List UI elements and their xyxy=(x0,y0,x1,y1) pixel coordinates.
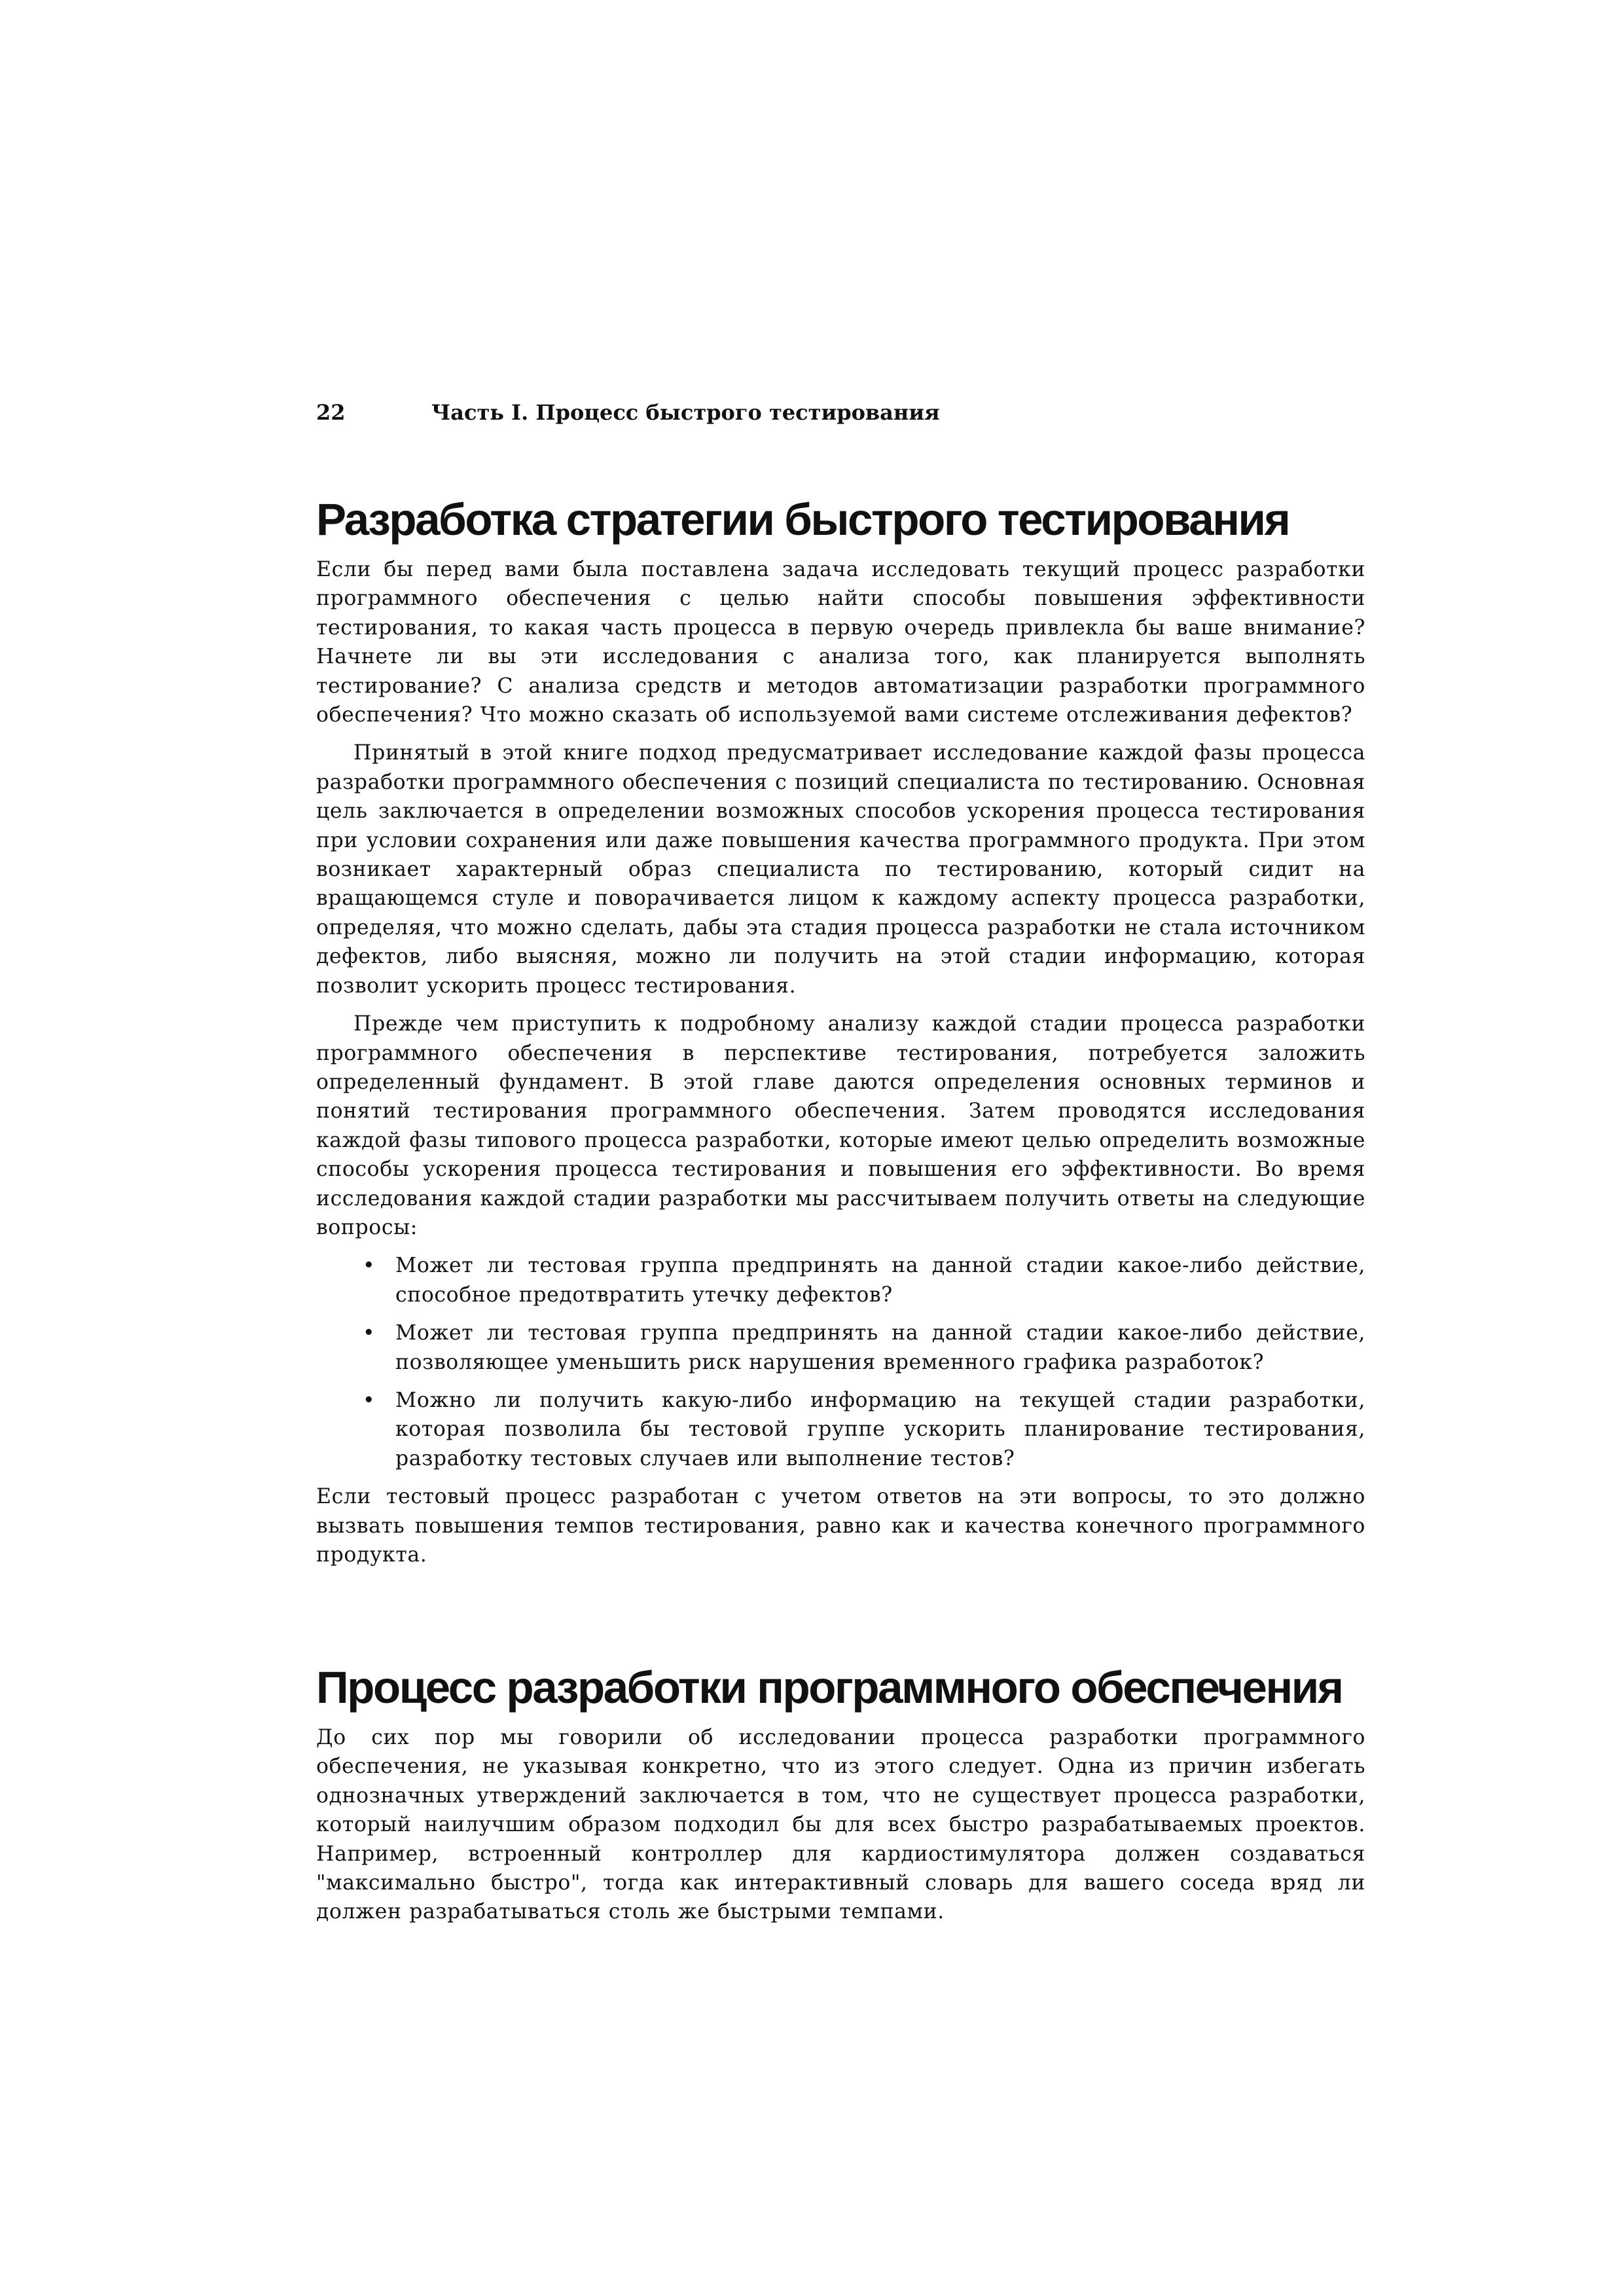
list-item xyxy=(316,1251,1365,1309)
section-1-paragraph-3: Прежде чем приступить к подробному анализу каждой стадии процесса разработки программного обеспечения в перспективе тестирования, потребуется заложить определенный фундамент. В этой главе даются определения основных терминов и понятий тестирования программного обеспечения. Затем проводятся исследования каждой фазы типового процесса разработки, которые имеют целью определить возможные способы ускорения процесса тестирования и повышения его эффективности. Во время исследования каждой стадии разработки мы рассчитываем получить ответы на следующие вопросы: xyxy=(316,1012,1365,1239)
section-2-body xyxy=(316,1723,1365,1927)
list-item xyxy=(316,1386,1365,1473)
section-1-body xyxy=(316,555,1365,1569)
list-item-text: Может ли тестовая группа предпринять на данной стадии какое-либо действие, способное предотвратить утечку дефектов? xyxy=(395,1254,1365,1307)
questions-list xyxy=(316,1251,1365,1473)
section-1-heading: Разработка стратегии быстрого тестирования xyxy=(316,494,1290,545)
section-1 xyxy=(316,492,1365,547)
bullet-icon: • xyxy=(363,1388,376,1412)
bullet-icon: • xyxy=(363,1321,376,1345)
bullet-icon: • xyxy=(363,1254,376,1278)
running-title: Часть I. Процесс быстрого тестирования xyxy=(431,400,940,425)
list-item-text: Может ли тестовая группа предпринять на данной стадии какое-либо действие, позволяющее уменьшить риск нарушения временного графика разработок? xyxy=(395,1321,1365,1374)
section-1-closing-paragraph: Если тестовый процесс разработан с учетом ответов на эти вопросы, то это должно вызвать повышения темпов тестирования, равно как и качества конечного программного продукта. xyxy=(316,1485,1365,1567)
list-item-text: Можно ли получить какую-либо информацию на текущей стадии разработки, которая позволила бы тестовой группе ускорить планирование тестирования, разработку тестовых случаев или выполнение тестов? xyxy=(395,1388,1365,1470)
section-1-paragraph-2: Принятый в этой книге подход предусматривает исследование каждой фазы процесса разработки программного обеспечения с позиций специалиста по тестированию. Основная цель заключается в определении возможных способов ускорения процесса тестирования при условии сохранения или даже повышения качества программного продукта. При этом возникает характерный образ специалиста по тестированию, который сидит на вращающемся стуле и поворачивается лицом к каждому аспекту процесса разработки, определяя, что можно сделать, дабы эта стадия процесса разработки не стала источником дефектов, либо выясняя, можно ли получить на этой стадии информацию, которая позволит ускорить процесс тестирования. xyxy=(316,741,1365,998)
section-1-paragraph-1: Если бы перед вами была поставлена задача исследовать текущий процесс разработки программного обеспечения с целью найти способы повышения эффективности тестирования, то какая часть процесса в первую очередь привлекла бы ваше внимание? Начнете ли вы эти исследования с анализа того, как планируется выполнять тестирование? С анализа средств и методов автоматизации разработки программного обеспечения? Что можно сказать об используемой вами системе отслеживания дефектов? xyxy=(316,558,1365,727)
running-header xyxy=(316,397,1363,428)
list-item xyxy=(316,1319,1365,1377)
section-2-paragraph-1: До сих пор мы говорили об исследовании процесса разработки программного обеспечения, не указывая конкретно, что из этого следует. Одна из причин избегать однозначных утверждений заключается в том, что не существует процесса разработки, который наилучшим образом подходил бы для всех быстро разрабатываемых проектов. Например, встроенный контроллер для кардиостимулятора должен создаваться "максимально быстро", тогда как интерактивный словарь для вашего соседа вряд ли должен разрабатываться столь же быстрыми темпами. xyxy=(316,1726,1365,1924)
page-number: 22 xyxy=(316,400,346,425)
section-2 xyxy=(316,1660,1365,1715)
section-2-heading: Процесс разработки программного обеспечения xyxy=(316,1662,1343,1713)
